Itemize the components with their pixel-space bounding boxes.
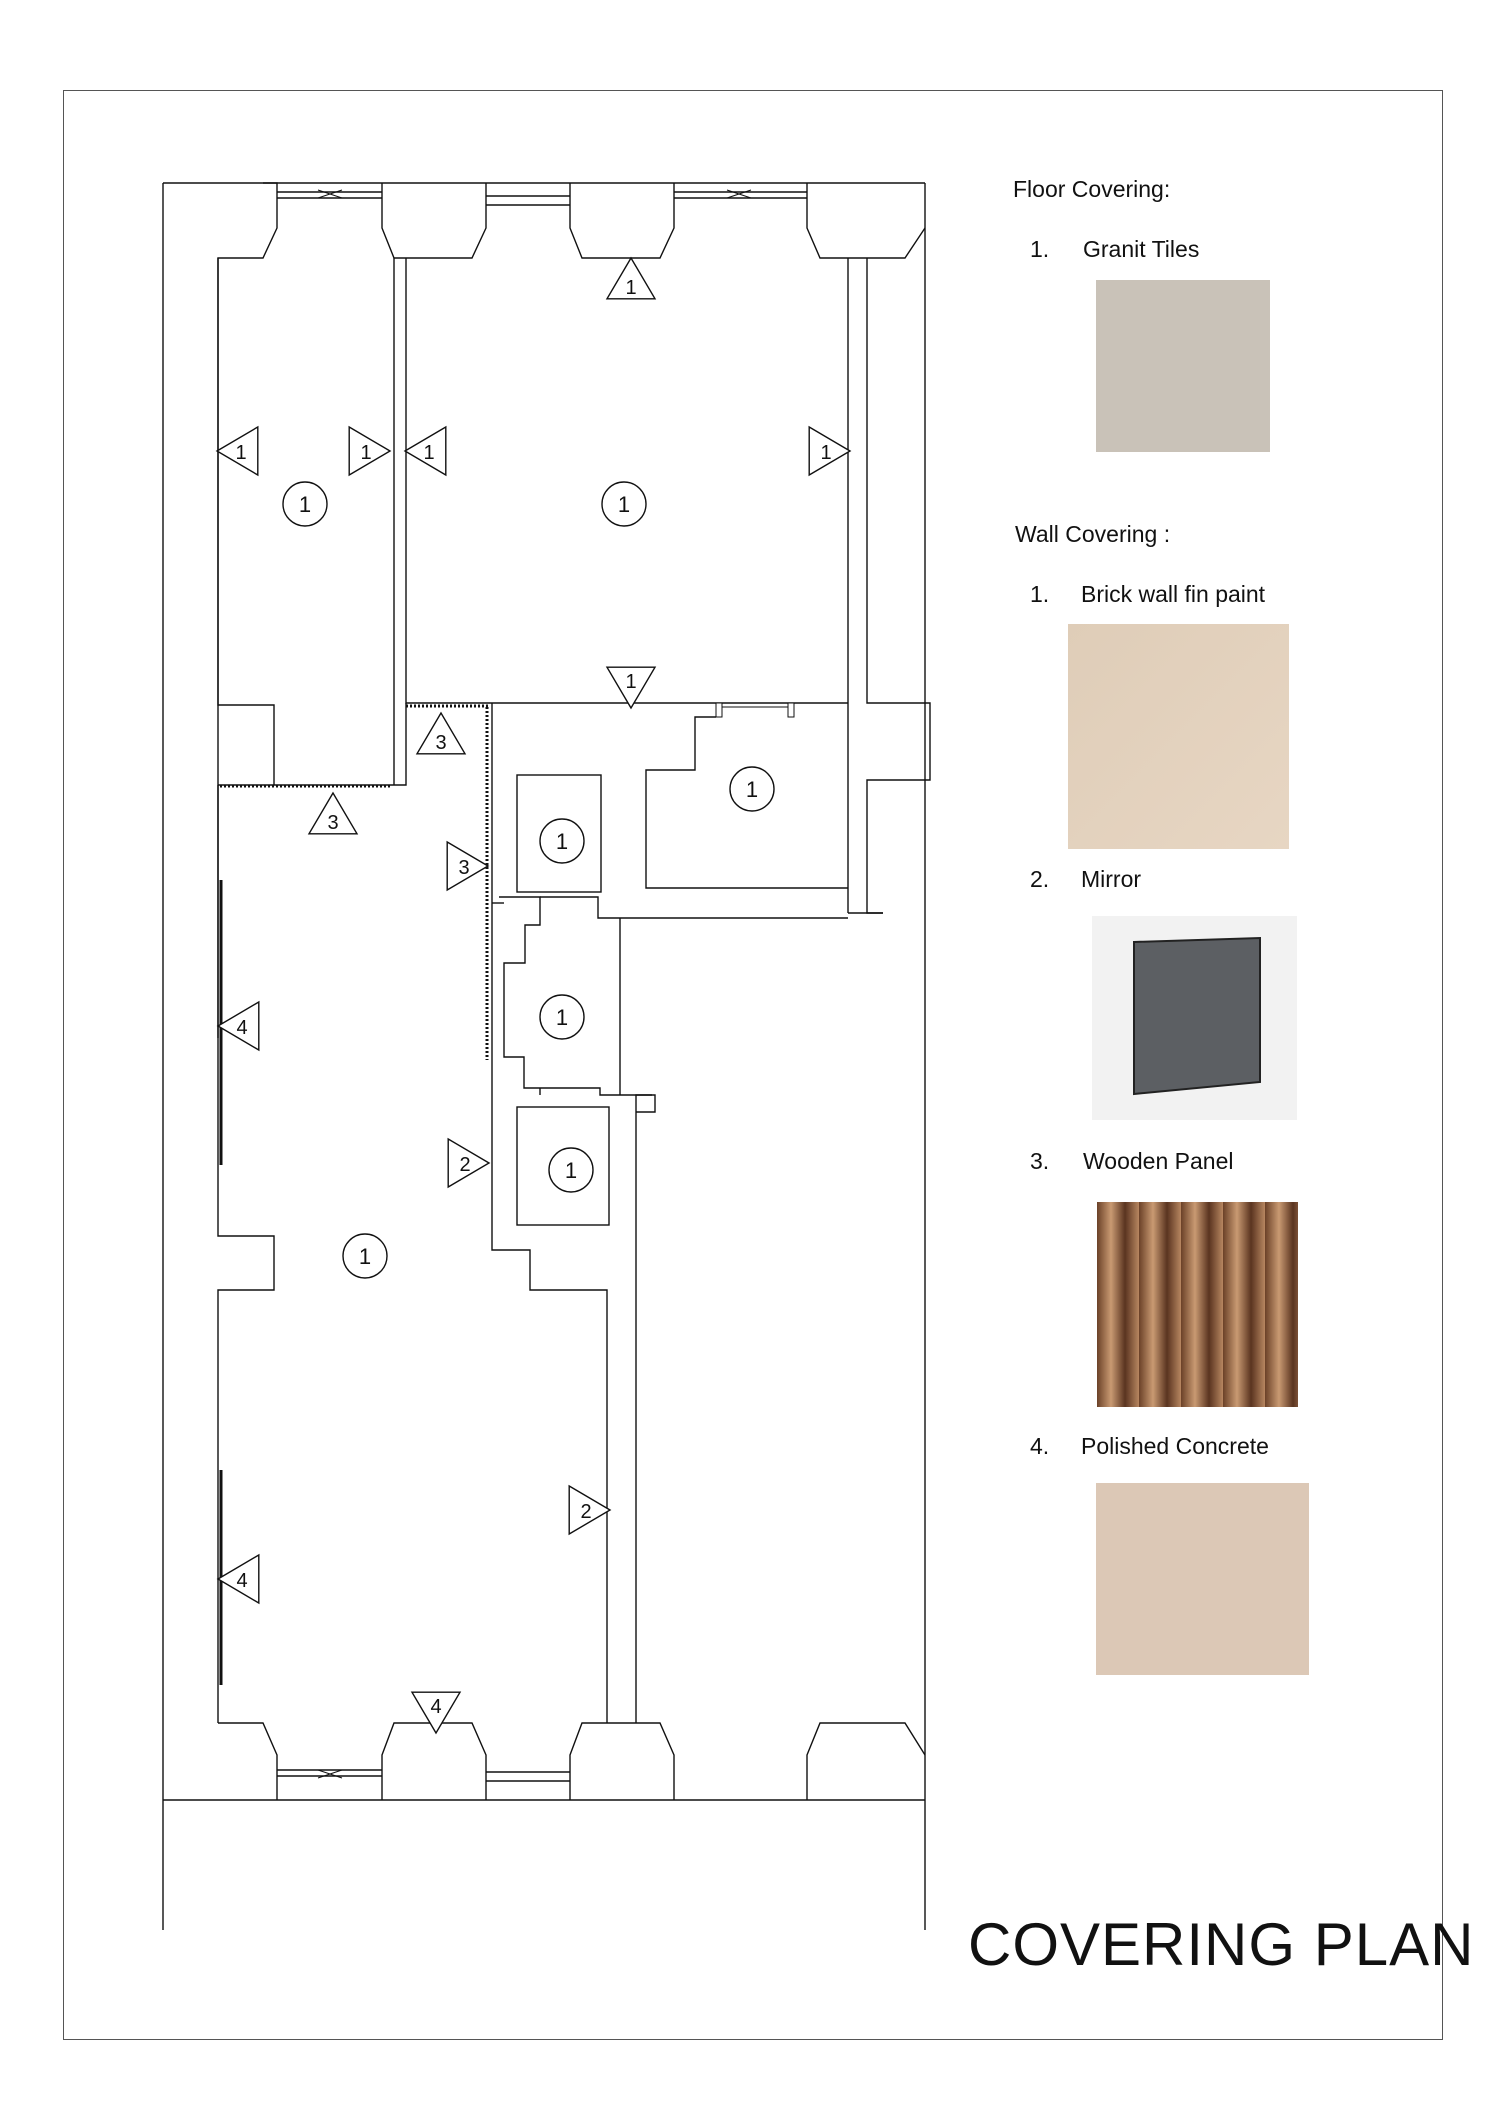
svg-text:1: 1 — [235, 442, 247, 464]
wall-marker — [809, 427, 850, 475]
room-top-right — [406, 258, 930, 913]
svg-text:1: 1 — [625, 277, 637, 299]
floor-marker — [540, 995, 584, 1039]
svg-text:3: 3 — [327, 812, 339, 834]
svg-text:3: 3 — [435, 732, 447, 754]
wall-marker — [607, 667, 655, 708]
wall-marker — [218, 1002, 259, 1050]
brick-wall-paint-swatch — [1068, 624, 1289, 849]
corridor-walls — [218, 703, 848, 1723]
small-rooms — [492, 717, 848, 1225]
wall-covering-markers — [217, 258, 850, 1733]
wall-marker — [405, 427, 446, 475]
drawing-title: COVERING PLAN — [968, 1911, 1475, 1978]
svg-text:1: 1 — [358, 1244, 372, 1269]
floor-marker — [540, 819, 584, 863]
wall-marker — [217, 427, 258, 475]
svg-text:1: 1 — [360, 442, 372, 464]
wall-item-3-label: Wooden Panel — [1083, 1148, 1234, 1174]
top-window-piers — [163, 183, 925, 1038]
floor-marker — [602, 482, 646, 526]
svg-text:4: 4 — [236, 1570, 248, 1592]
polished-concrete-swatch — [1096, 1483, 1309, 1675]
wall-marker — [448, 1139, 489, 1187]
floor-item-1-number: 1. — [1030, 236, 1050, 262]
wall-item-1-label: Brick wall fin paint — [1081, 581, 1266, 607]
wall-marker — [607, 258, 655, 299]
wall-marker — [218, 1555, 259, 1603]
wall-marker — [309, 793, 357, 834]
wall-item-4-label: Polished Concrete — [1081, 1433, 1269, 1459]
svg-text:1: 1 — [423, 442, 435, 464]
wall-item-3-number: 3. — [1030, 1148, 1050, 1174]
wooden-panel-swatch — [1097, 1202, 1298, 1407]
floor-marker — [730, 767, 774, 811]
floor-item-1-label: Granit Tiles — [1083, 236, 1200, 262]
svg-text:1: 1 — [625, 671, 637, 693]
svg-text:1: 1 — [555, 829, 569, 854]
wall-marker — [349, 427, 390, 475]
wall-marker — [417, 713, 465, 754]
svg-text:1: 1 — [555, 1005, 569, 1030]
wall-item-1-number: 1. — [1030, 581, 1050, 607]
wall-item-2-number: 2. — [1030, 866, 1050, 892]
svg-text:2: 2 — [580, 1501, 592, 1523]
wall-item-4-number: 4. — [1030, 1433, 1050, 1459]
floor-marker — [549, 1148, 593, 1192]
floor-covering-markers — [283, 482, 774, 1278]
floor-marker — [283, 482, 327, 526]
wall-covering-heading: Wall Covering : — [1015, 521, 1171, 547]
svg-text:4: 4 — [236, 1017, 248, 1039]
svg-text:1: 1 — [820, 442, 832, 464]
floor-marker — [343, 1234, 387, 1278]
svg-text:1: 1 — [298, 492, 312, 517]
svg-text:1: 1 — [564, 1158, 578, 1183]
wall-marker — [412, 1692, 460, 1733]
granite-tiles-swatch — [1096, 280, 1270, 452]
mirror-swatch — [1092, 916, 1297, 1120]
wall-marker — [569, 1486, 610, 1534]
svg-text:2: 2 — [459, 1154, 471, 1176]
wall-marker — [447, 842, 488, 890]
svg-text:4: 4 — [430, 1696, 442, 1718]
bottom-window-piers — [218, 1723, 925, 1800]
floor-covering-heading: Floor Covering: — [1013, 176, 1171, 202]
svg-text:1: 1 — [617, 492, 631, 517]
svg-text:3: 3 — [458, 857, 470, 879]
door-symbols — [318, 190, 794, 1778]
svg-text:1: 1 — [745, 777, 759, 802]
wall-item-2-label: Mirror — [1081, 866, 1142, 892]
